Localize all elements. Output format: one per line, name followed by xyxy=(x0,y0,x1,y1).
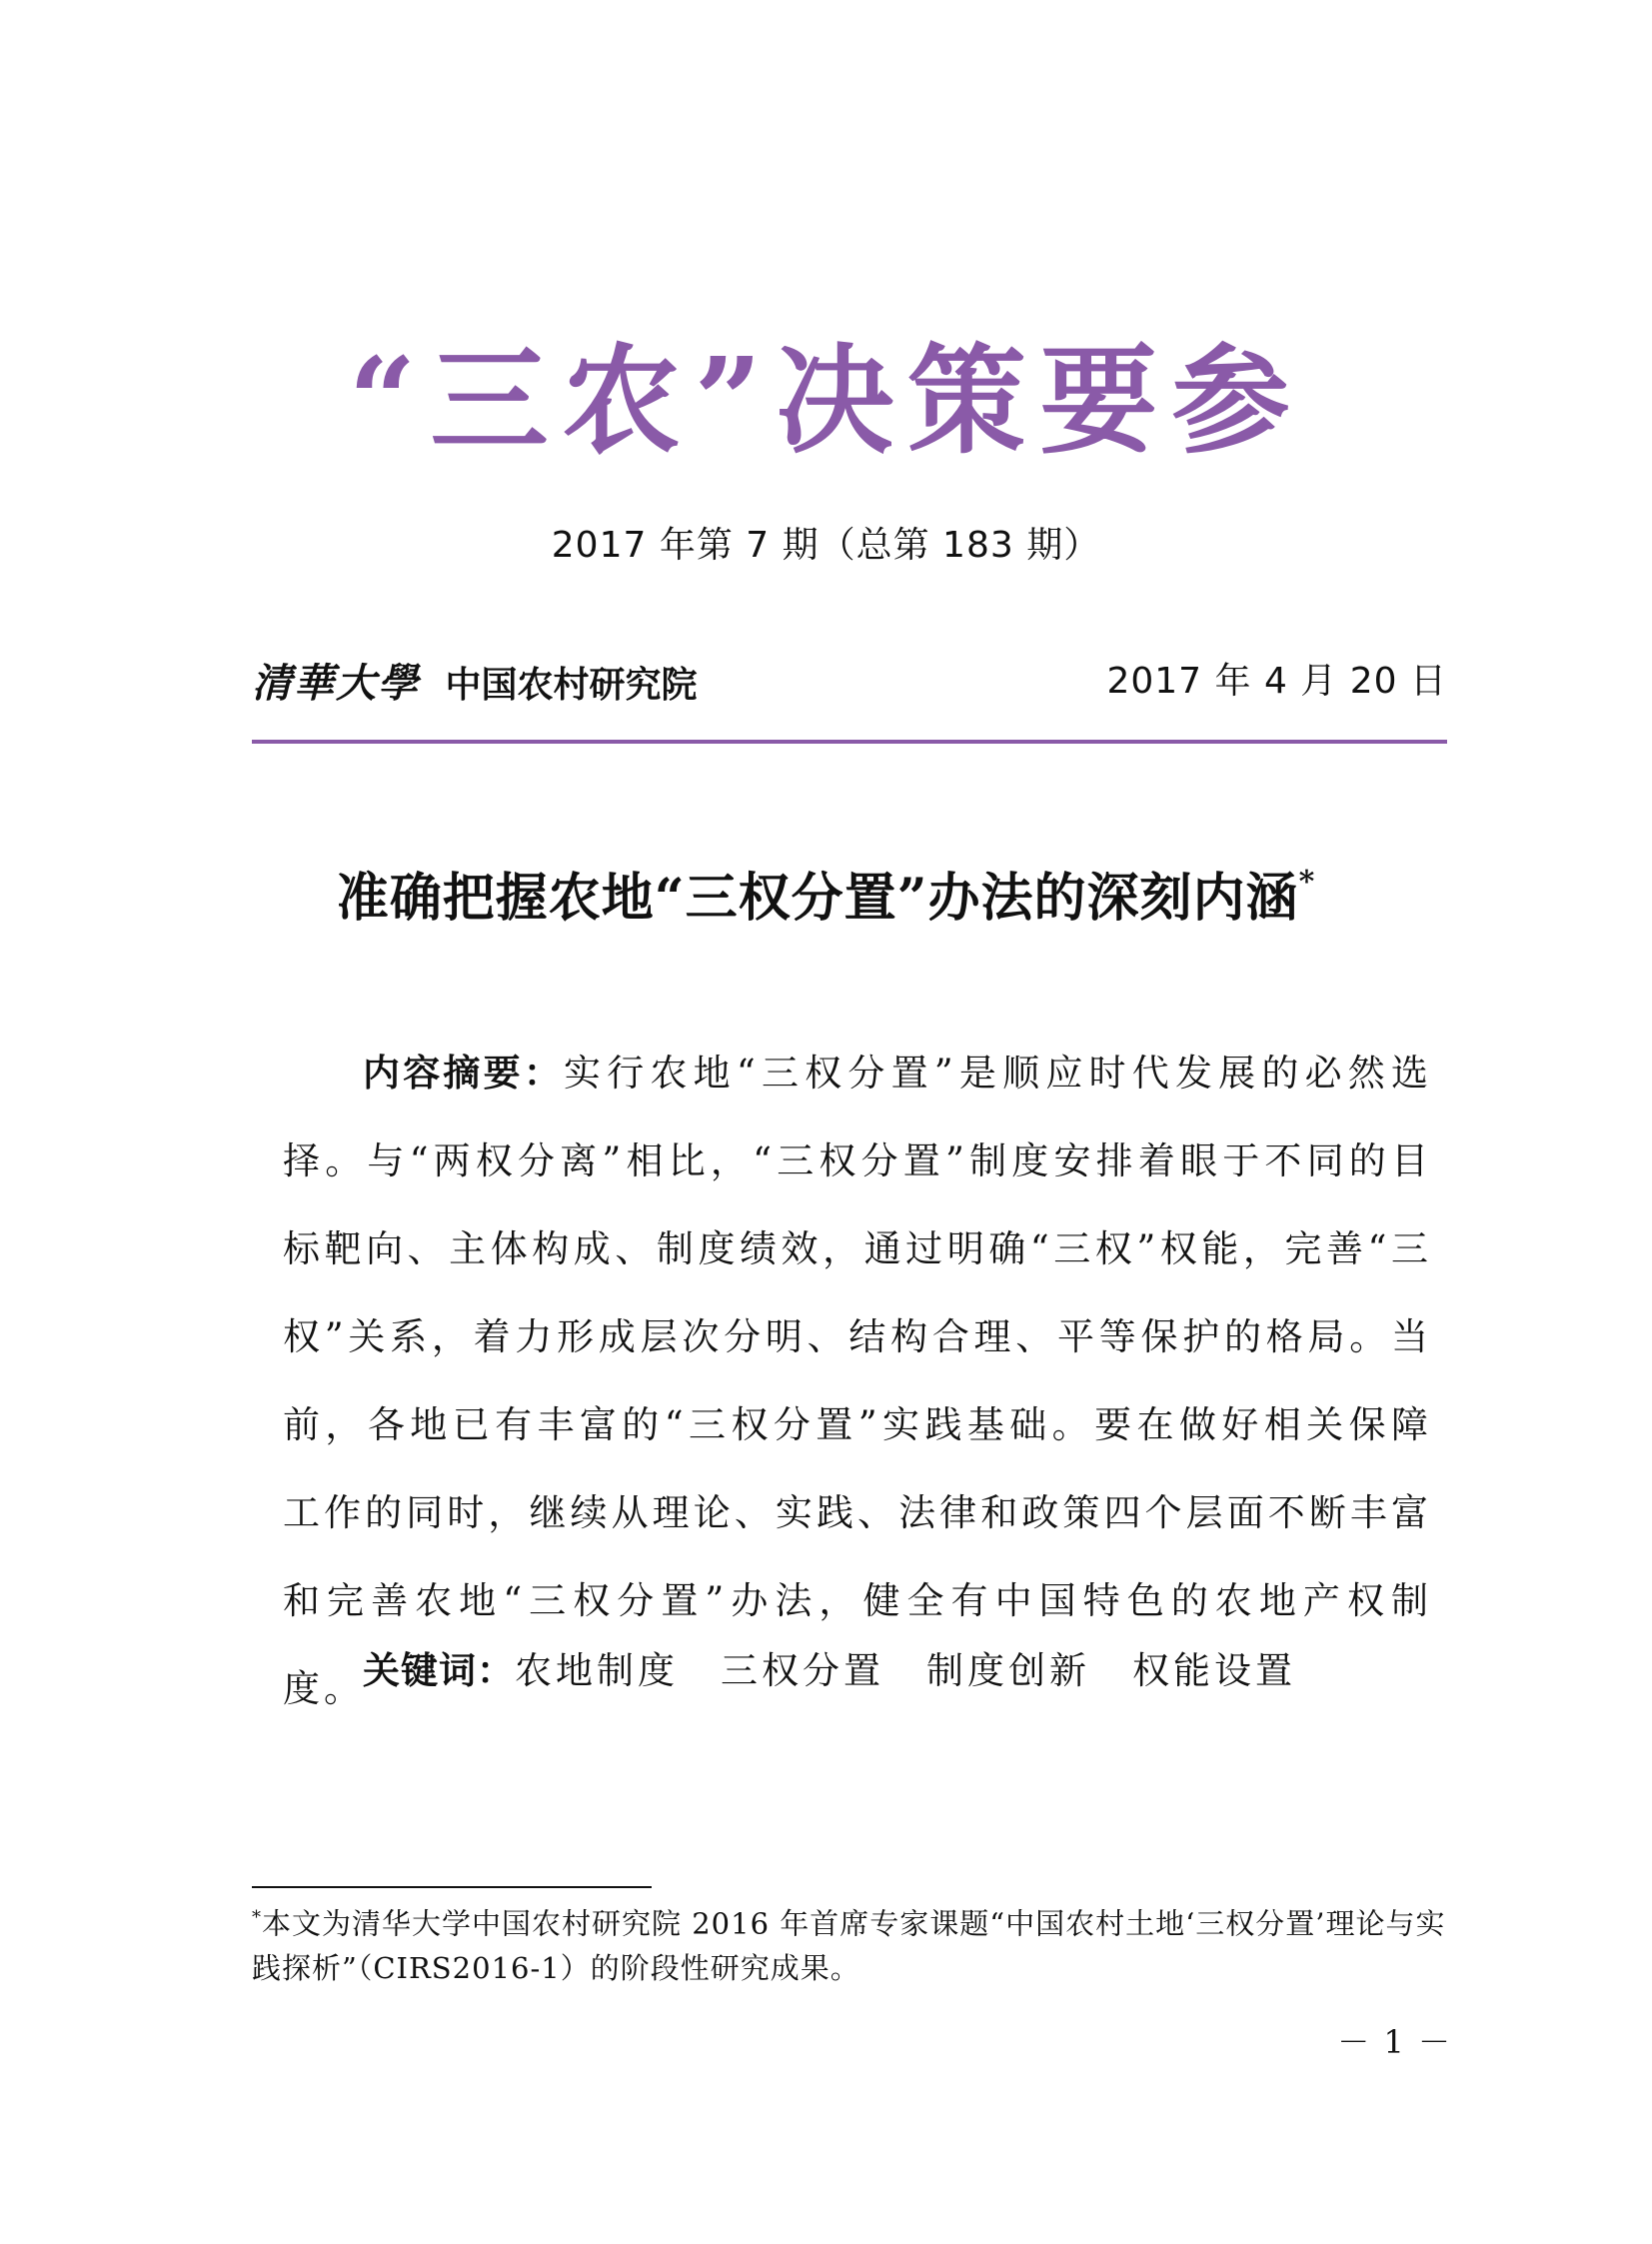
masthead-title: “三农”决策要参 xyxy=(348,331,1304,470)
abstract-text: 实行农地“三权分置”是顺应时代发展的必然选择。与“两权分离”相比，“三权分置”制度安排着眼于不同的目标靶向、主体构成、制度绩效，通过明确“三权”权能，完善“三权”关系，着力形成层次分明、结构合理、平等保护的格局。当前，各地已有丰富的“三权分置”实践基础。要在做好相关保障工作的同时，继续从理论、实践、法律和政策四个层面不断丰富和完善农地“三权分置”办法，健全有中国特色的农地产权制度。 xyxy=(283,1052,1432,1710)
article-title-text: 准确把握农地“三权分置”办法的深刻内涵 xyxy=(336,868,1299,929)
footnote-divider xyxy=(252,1886,652,1888)
publication-date: 2017 年 4 月 20 日 xyxy=(1106,661,1447,702)
abstract-label: 内容摘要： xyxy=(363,1052,565,1095)
footnote-mark: * xyxy=(252,1907,262,1928)
keyword: 权能设置 xyxy=(1132,1649,1296,1692)
article-title xyxy=(0,864,1652,930)
publisher xyxy=(252,660,697,708)
keyword: 制度创新 xyxy=(926,1649,1090,1692)
footnote-text: 本文为清华大学中国农村研究院 2016 年首席专家课题“中国农村土地‘三权分置’理论与实践探析”（CIRS2016-1）的阶段性研究成果。 xyxy=(252,1906,1446,1985)
header-divider xyxy=(252,740,1447,744)
keyword: 农地制度 xyxy=(515,1649,679,1692)
keywords xyxy=(363,1627,1296,1715)
keyword: 三权分置 xyxy=(721,1649,884,1692)
keywords-label: 关键词： xyxy=(363,1649,515,1692)
institute-name: 中国农村研究院 xyxy=(445,664,698,706)
page-number: － 1 － xyxy=(1337,2023,1452,2061)
title-footnote-mark: * xyxy=(1298,864,1316,900)
issue-number: 2017 年第 7 期（总第 183 期） xyxy=(551,525,1101,566)
footnote xyxy=(252,1896,1451,1990)
university-name: 清華大學 xyxy=(252,660,420,707)
